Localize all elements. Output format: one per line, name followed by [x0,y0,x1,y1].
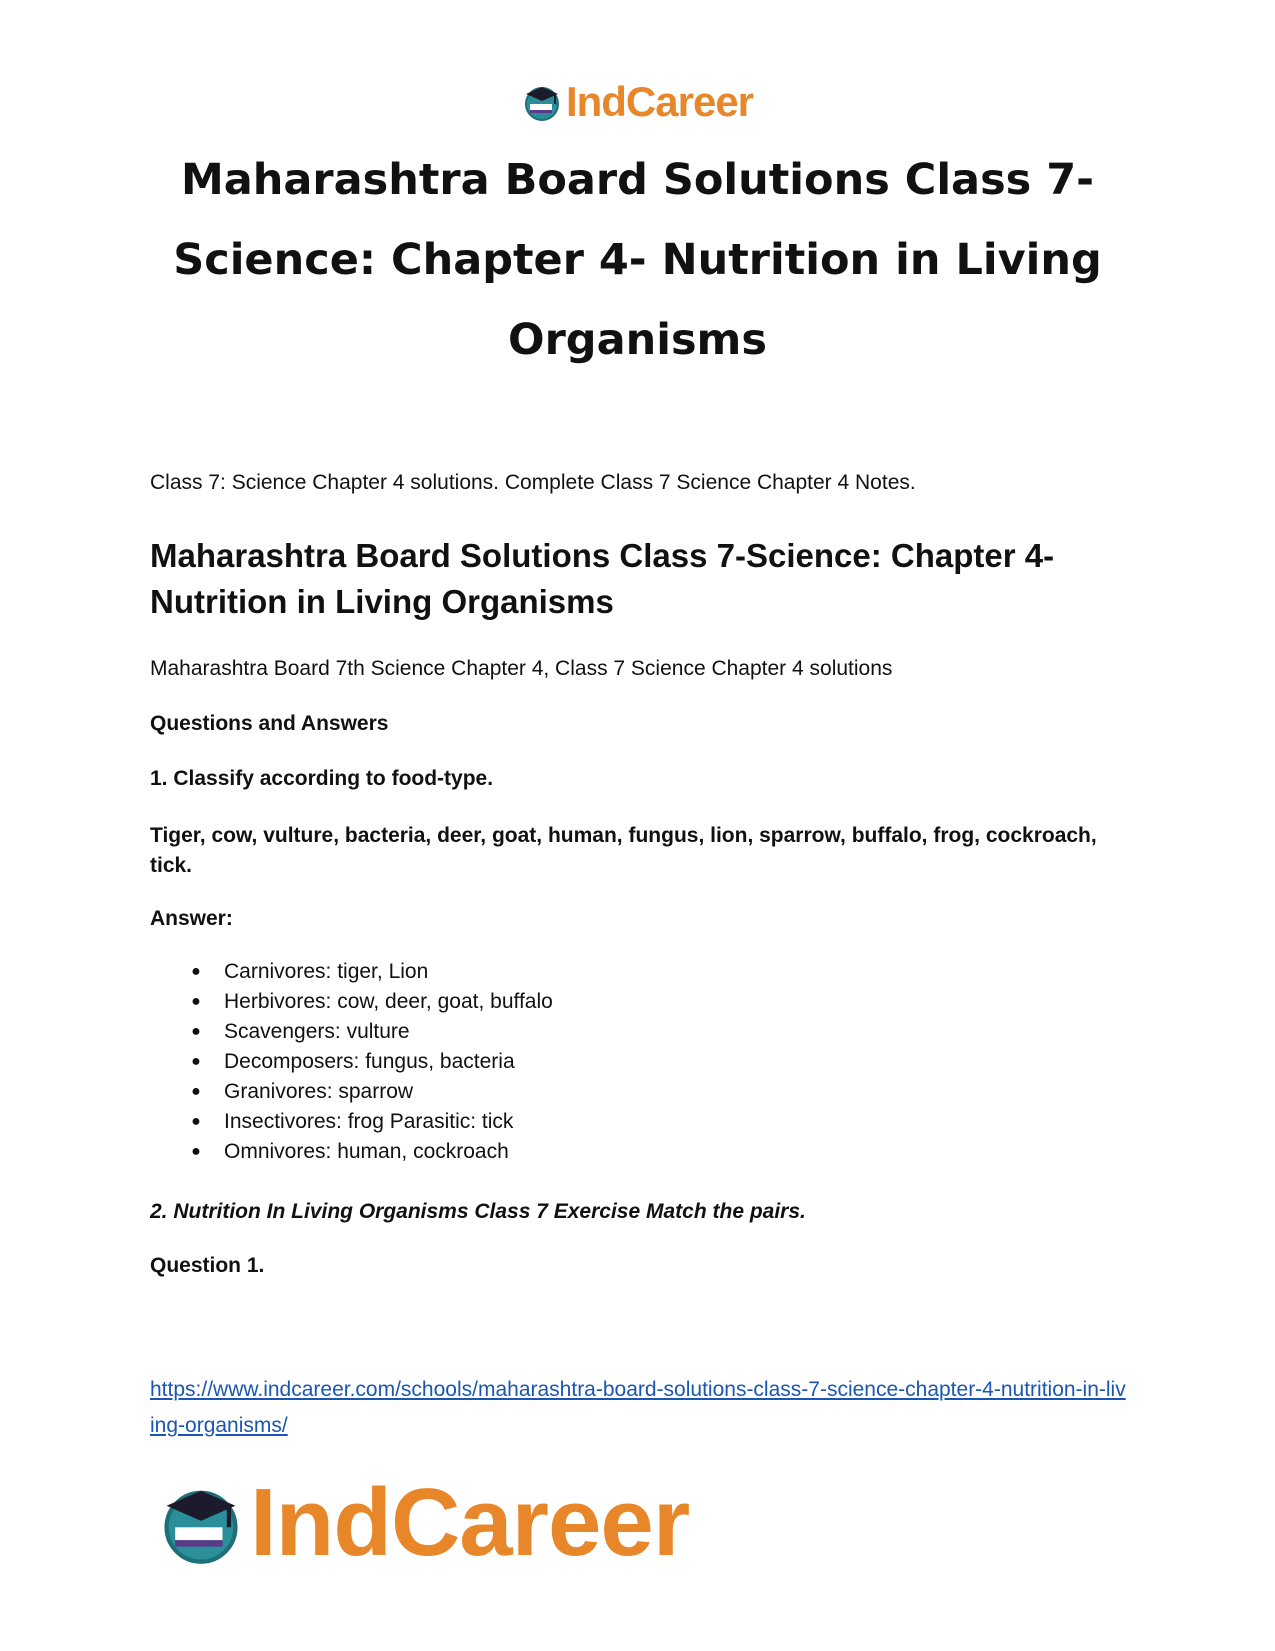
list-item: ● Carnivores: tiger, Lion [186,957,553,987]
bullet-icon: ● [191,1023,201,1040]
graduation-cap-globe-icon [158,1480,244,1566]
brand-name: IndCareer [250,1469,690,1576]
question-2: 2. Nutrition In Living Organisms Class 7 Exercise Match the pairs. [150,1200,806,1223]
question-1-items: Tiger, cow, vulture, bacteria, deer, goat, human, fungus, lion, sparrow, buffalo, frog, cockroach, tick. [150,824,1097,877]
list-item: ● Granivores: sparrow [186,1077,553,1107]
bullet-icon: ● [191,993,201,1010]
source-link[interactable]: https://www.indcareer.com/schools/maharashtra-board-solutions-class-7-science-chapter-4-nutrition-in-living-organisms/ [150,1378,1126,1437]
question-1: 1. Classify according to food-type. [150,767,494,790]
section-heading: Maharashtra Board Solutions Class 7-Science: Chapter 4- Nutrition in Living Organisms [150,537,1055,620]
answer-label: Answer: [150,907,233,930]
subline-text: Maharashtra Board 7th Science Chapter 4, Class 7 Science Chapter 4 solutions [150,657,893,680]
graduation-cap-globe-icon [522,82,562,122]
page-title: Maharashtra Board Solutions Class 7-Science: Chapter 4- Nutrition in Living Organisms [173,155,1102,365]
bullet-icon: ● [191,1083,201,1100]
list-item: ● Scavengers: vulture [186,1017,553,1047]
footer-logo [158,1468,689,1578]
intro-text: Class 7: Science Chapter 4 solutions. Complete Class 7 Science Chapter 4 Notes. [150,471,916,494]
list-item: ● Decomposers: fungus, bacteria [186,1047,553,1077]
answer-list [186,957,553,1167]
bullet-icon: ● [191,1143,201,1160]
bullet-icon: ● [191,963,201,980]
qa-heading: Questions and Answers [150,712,389,735]
question-label: Question 1. [150,1254,265,1277]
bullet-icon: ● [191,1053,201,1070]
brand-name: IndCareer [565,78,754,125]
bullet-icon: ● [191,1113,201,1130]
list-item: ● Omnivores: human, cockroach [186,1137,553,1167]
list-item: ● Herbivores: cow, deer, goat, buffalo [186,987,553,1017]
header-logo [0,78,1275,126]
list-item: ● Insectivores: frog Parasitic: tick [186,1107,553,1137]
